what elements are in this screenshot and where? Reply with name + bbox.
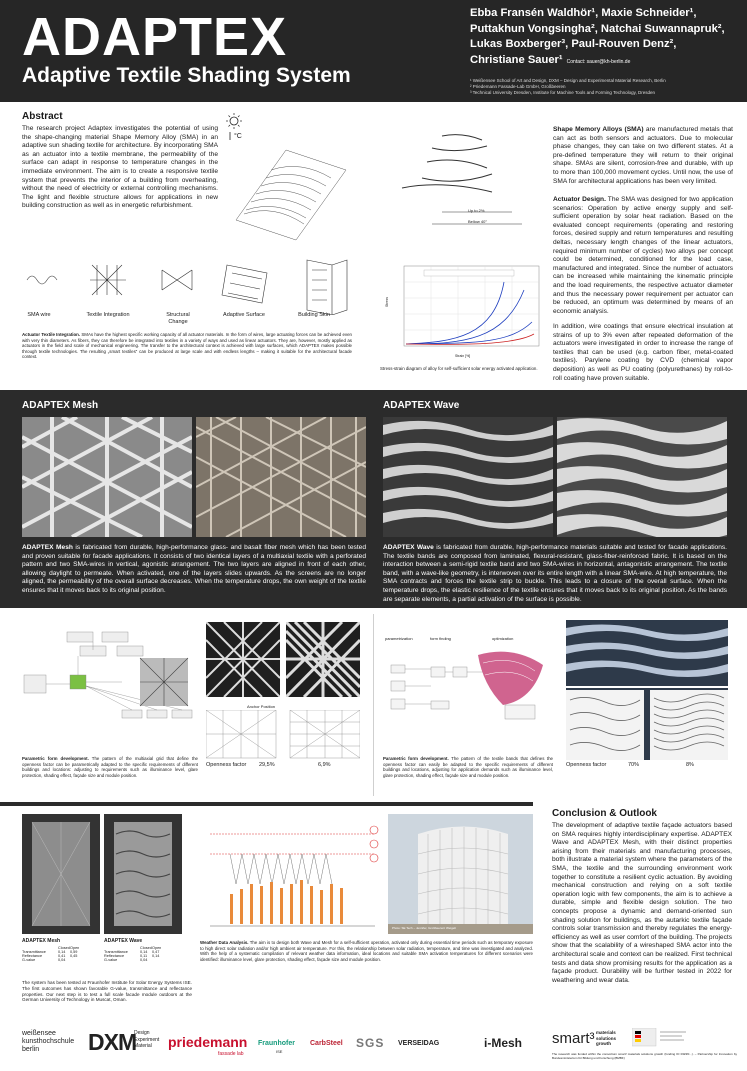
photo-credit: Photo: SE Tech – Jennifer, Großbeeren/ Weigelt (392, 926, 456, 930)
chart-caption: Stress-strain diagram of alloy for self-sufficient solar energy activated application. (380, 366, 538, 371)
mesh-test-label: ADAPTEX Mesh (22, 938, 61, 944)
table-header: Closed (140, 946, 152, 950)
table-cell (70, 958, 82, 962)
diagram-label-below: Bellow 40° (468, 219, 487, 224)
logo-text: Experiment (134, 1036, 160, 1043)
mesh-parametric-caption (22, 756, 198, 778)
mesh-name: ADAPTEX Mesh (22, 544, 73, 551)
mesh-parametric-diagram (22, 630, 202, 725)
stress-strain-chart (394, 262, 544, 358)
table-row (22, 958, 82, 962)
affiliation: ¹ Weißensee School of Art and Design, DXM – Design and Experimental Material Research, Berlin (470, 78, 666, 83)
stage-label: Structural Change (166, 312, 190, 325)
mesh-heading: ADAPTEX Mesh (22, 400, 99, 411)
wave-name: ADAPTEX Wave (383, 544, 434, 551)
logo-text: Design (134, 1030, 150, 1036)
mesh-photo-open (22, 417, 192, 537)
poster-title: ADAPTEX (22, 7, 288, 67)
poster-header (0, 0, 747, 102)
logo-text: growth (596, 1041, 611, 1046)
fraunhofer-subtext: ISE (276, 1049, 283, 1054)
mesh-render-closed (286, 622, 360, 697)
conclusion-text: The development of adaptive textile façade actuators based on SMA requires highly interdisciplinary expertise. ADAPTEX Wave and ADAPTEX Mesh, with their distinct properties arising from their materials and manufacturing processes, both illustrate a material system where the parameters of the SMA, the textile and the surrounding environment work together to constitute a resilient cyclic actuation. By avoiding mechanical construction and relying on a soft textile operation logic with few components, the aim is to achieve a durable, simple and flexible design solution. The two concepts propose a dynamic and demand-oriented sun shading solution for buildings, as the autarkic textile façade controls solar transmission and thereby regulates the energy-efficiency as well as user comfort of the building. The projects show that the scalability of a wireshaped SMA actor into the architectural scale and context can be realized. First technical tests and data show promising results for the application as a façade product. Durability will be further tested in 2022 for weathering and wear data. (552, 822, 732, 984)
facade-sketch (226, 140, 352, 250)
wave-flow-diagram (383, 645, 553, 745)
contact-email[interactable]: Contact: sauer@kh-berlin.de (566, 58, 631, 65)
table-cell (152, 958, 164, 962)
table-cell: 0,04 (58, 958, 66, 962)
diagram-label-up: Up to 2% (468, 208, 485, 213)
mesh-pattern-variants (206, 710, 360, 760)
sma-heading: Shape Memory Alloys (SMA) (553, 126, 644, 133)
carbsteel-logo: CarbSteel (310, 1040, 343, 1047)
sma-paragraph (553, 126, 733, 186)
table-header: Open (70, 946, 80, 950)
abstract-heading: Abstract (22, 111, 63, 122)
priedemann-logo: priedemann (168, 1034, 248, 1050)
affiliation: ² Priedemann Fassade-Lab GmbH, Großbeeren (470, 84, 566, 89)
logo-text: berlin (22, 1046, 40, 1053)
table-cell: 0,47 (152, 950, 160, 954)
author-line: Puttakhun Vongsingha², Natchai Suwannapruk², (470, 22, 725, 35)
table-cell: 0,04 (140, 958, 148, 962)
stage-label: Building Skin (298, 312, 330, 318)
author-line: Christiane Sauer¹ (470, 53, 563, 66)
table-cell: 0,14 (58, 950, 66, 954)
caption-title: Parametric form development. (22, 756, 89, 761)
wave-test-table (104, 946, 164, 962)
actuator-paragraph (553, 196, 733, 316)
building-photo (388, 814, 533, 934)
logo-text: solutions (596, 1035, 616, 1041)
mesh-openness-value: 6,9% (318, 762, 331, 768)
mesh-openness-value: 29,5% (259, 762, 275, 768)
actuator-heading: Actuator Design. (553, 196, 606, 203)
mesh-photo-closed (196, 417, 366, 537)
funding-note: The research was funded within the consortium smart³ materials solutions growth (funding ID 03ZZ0...). – Partnership for Innovation by Bundesministerium für Bildung und Forschung (BMBF) (552, 1052, 737, 1060)
mesh-render-open (206, 622, 280, 697)
dxm-logo: DXM (88, 1029, 137, 1055)
wave-parametric-caption (383, 756, 553, 778)
wave-parametric-photos (566, 620, 728, 760)
coating-paragraph: In addition, wire coatings that ensure electrical insulation at strains of up to 3% even after repeated deformation of the actuators were investigated in order to increase the range of textiles that can be used (e.g. carbon fiber, metal-coated textiles). Parylene coating by CVD (chemical vapor deposition) as well as PU coating (polyurethanes) by roll-to-roll coating have proven suitable. (553, 323, 733, 382)
poster-subtitle: Adaptive Textile Shading System (22, 64, 351, 87)
author-line: Ebba Fransén Waldhör¹, Maxie Schneider¹, (470, 7, 697, 19)
mesh-test-table (22, 946, 82, 962)
wave-text: is fabricated from durable, high-performance materials suitable and tested for facade applications. The textile bands are composed from laminated, flexural-resistant, glass-fiber-reinforced fabric. It is based on the interaction between a semi-rigid textile band and two SMA-wires in horizontal, antagonistic arrangement. The textile band, with a wave-like geometry, is interwoven over its entire length with a linear SMA-wire. At high temperature, the SMA contracts and forces the textile strip to buckle. This leads to a closure of the overall surface. When the temperature drops, the elastic resilience of the textile ensures that it moves back to its original position. As the bands are separate elements, a partial activation of the surface is possible. (383, 544, 727, 603)
smart3-logo: smart³ (552, 1030, 595, 1047)
caption-body: SMAs have the highest specific working capacity of all actuator materials. In the form of wires, large actuating forces can be achieved even with very thin diameters. As fibers, they can therefore be integrated into textiles in a variety of ways and used as linear actuators. They are, however, mostly applied as actuators in the field and scale of mechanical engineering. The transfer to the architectural context is achieved with large surfaces, which ADAPTEX makes possible through textile technologies. The resulting „smart textiles“ can be produced at large scale and with endless lengths – making it suitable for the architectural facade context. (22, 332, 352, 360)
wave-photo-closed (557, 417, 727, 537)
temperature-label: °C (234, 133, 242, 140)
table-cell: 0,14 (140, 950, 148, 954)
wave-photo-open (383, 417, 553, 537)
sma-text: are manufactured metals that can act as both sensors and actuators. Due to molecular phase changes, they can take on two different states. At a pre-defined temperature they will return to their original shape. SMAs are silent, corrosion-free and durable, with up to more than 100,000 movement cycles. Until now, the use of SMA for architectural applications has been very limited. (553, 126, 733, 185)
table-cell: G-value (104, 958, 118, 962)
caption-title: Weather Data Analysis. (200, 940, 249, 945)
dxm-subtext (134, 1030, 159, 1050)
flow-label: optimization (492, 636, 514, 641)
stage-label: Adaptive Surface (223, 312, 265, 318)
weissensee-logo (22, 1030, 74, 1054)
logo-text: materials (596, 1030, 616, 1035)
test-description: The system has been tested at Fraunhofer Institute for Solar Energy Systems ISE. The first outcomes has shown favorable G-value, transmittance and reflectance properties. Our next step is to test a full scale facade module outdoors at the German University of Technology in Muscat, Oman. (22, 980, 192, 1003)
chart-x-axis: Strain [%] (455, 354, 471, 358)
caption-body: The pattern of the textile bands that defines the openness factor can easily be adapted to the specific requirements of different buildings and locations, adjusting for application demands such as illuminance level, glare protection, shading effect, façade size and module position. (383, 756, 554, 778)
caption-title: Parametric form development. (383, 756, 449, 761)
table-cell: 0,59 (70, 950, 78, 954)
smart3-subtext (596, 1030, 616, 1047)
author-list (470, 6, 740, 70)
table-cell: Reflectance (104, 954, 125, 958)
wave-openness-label: Openness factor (566, 762, 607, 768)
table-cell: 0,41 (58, 954, 66, 958)
affiliations (470, 78, 740, 96)
abstract-text: The research project Adaptex investigates the potential of using the shape-changing material Shape Memory Alloy (SMA) in an adaptive sun shading textile for architecture. By incorporating SMA as an actuator into a textile membrane, the permeability of the surface can adapt in response to temperature changes in the immediate environment. The aim is to create a responsive textile system that prevents the interior of a building from overheating, without the need of electricity or external controlling mechanisms. The light and flexible structure allows for applications in new building construction as well as in energetic refurbishment. (22, 125, 218, 210)
imesh-logo: i-Mesh (484, 1036, 523, 1050)
stage-label: SMA wire (27, 312, 51, 318)
table-cell: Reflectance (22, 954, 43, 958)
table-row (104, 958, 164, 962)
mesh-test-photo (22, 814, 100, 934)
stage-label: Textile Integration (86, 312, 130, 318)
table-cell: 0,11 (140, 954, 148, 958)
table-cell: Transmittance (104, 950, 128, 954)
anchor-label: Anchor Position (247, 704, 276, 709)
logo-text: Material (134, 1043, 152, 1049)
affiliation: ³ Technical University Dresden, Institute for Machine Tools and Forming Technology, Dresden (470, 90, 656, 95)
caption-body: The pattern of the multiaxial grid that define the openness factor can be parametrically adapted to the specific requirements of different buildings and locations: adjusting to requirements such as illuminance level, glare protection, shading effect, façade size and module position. (22, 756, 198, 778)
table-cell: 0,14 (152, 954, 160, 958)
priedemann-subtext: fassade lab (218, 1051, 244, 1057)
actuator-caption (22, 332, 352, 360)
table-header: Open (152, 946, 162, 950)
caption-body: The aim is to design both Wave and Mesh for a self-sufficient operation, activated only during essential time periods such as temporary exposure to high direct solar radiation and/or high ambient air temperature. For this, the relationship between solar radiation, temperature, and time was investigated and analyzed. With the help of a systematic compilation of relevant weather data information, ideal locations and suitable SMA activation temperatures for different scenarios were identified: illuminance level, glare protection, shading effect, façade size and module position. (200, 940, 533, 962)
column-divider (373, 614, 374, 796)
bmbf-logo-icon (632, 1028, 688, 1054)
wave-openness-value: 8% (686, 762, 694, 768)
wave-test-label: ADAPTEX Wave (104, 938, 143, 944)
verseidag-logo: VERSEIDAG (398, 1040, 440, 1047)
mesh-description (22, 544, 366, 596)
weather-caption (200, 940, 533, 962)
fraunhofer-logo: Fraunhofer (258, 1040, 295, 1047)
table-cell: 0,45 (70, 954, 78, 958)
caption-title: Actuator Textile Integration. (22, 332, 81, 337)
table-header: Closed (58, 946, 70, 950)
wave-description (383, 544, 727, 604)
table-cell: Transmittance (22, 950, 46, 954)
actuator-text: The SMA was designed for two application scenarios: Operation by active energy supply and self-sufficient operation by solar heat radiation. Based on the evaluated concept requirements (operating and restoring forces, desired supply and return temperatures and resulting deltas, necessary length changes of the linear actuators, required minimum number of cycles) two alloys per concept could be determined, conditioned for the load case, manufactured and integrated. Since the number of actuators can be increased while maintaining the kinematic principle and the load requirements, the respective actuator diameter and thus the necessary power requirement per actuator can be reduced, an optimum was determined by means of an economic analysis. (553, 196, 733, 315)
wave-openness-value: 70% (628, 762, 640, 768)
conclusion-heading: Conclusion & Outlook (552, 808, 657, 819)
process-sketch (22, 255, 352, 315)
flow-label: parametrization (385, 636, 413, 641)
table-cell: G-value (22, 958, 36, 962)
chart-y-axis: Stress (384, 297, 389, 307)
mesh-text: is fabricated from durable, high-performance glass- and basalt fiber mesh which has been tested and proven suitable for facade applications. It consists of two identical layers of a multiaxial textile with a perforated pattern and two SMA-wires in vertical, agonistic arrangement. The two layers are aligned in front of each other, allowing daylight to permeate. When activated, one of the layers slides upwards. As the screens are no longer aligned, the permeability of the overall surface decreases. When the temperature drops, the own weight of the textile ensures that it moves back to its original position. (22, 544, 366, 594)
wire-diagram (382, 126, 538, 236)
logo-text: weißensee (22, 1030, 56, 1037)
weather-chart (200, 814, 384, 934)
bottom-divider-bar (0, 802, 533, 806)
sgs-logo: SGS (356, 1036, 385, 1050)
logo-text: kunsthochschule (22, 1038, 75, 1045)
author-line: Lukas Boxberger³, Paul-Rouven Denz², (470, 38, 677, 50)
wave-heading: ADAPTEX Wave (383, 400, 460, 411)
wave-test-photo (104, 814, 182, 934)
flow-label: form finding (430, 636, 451, 641)
mesh-openness-label: Openness factor (206, 762, 247, 768)
